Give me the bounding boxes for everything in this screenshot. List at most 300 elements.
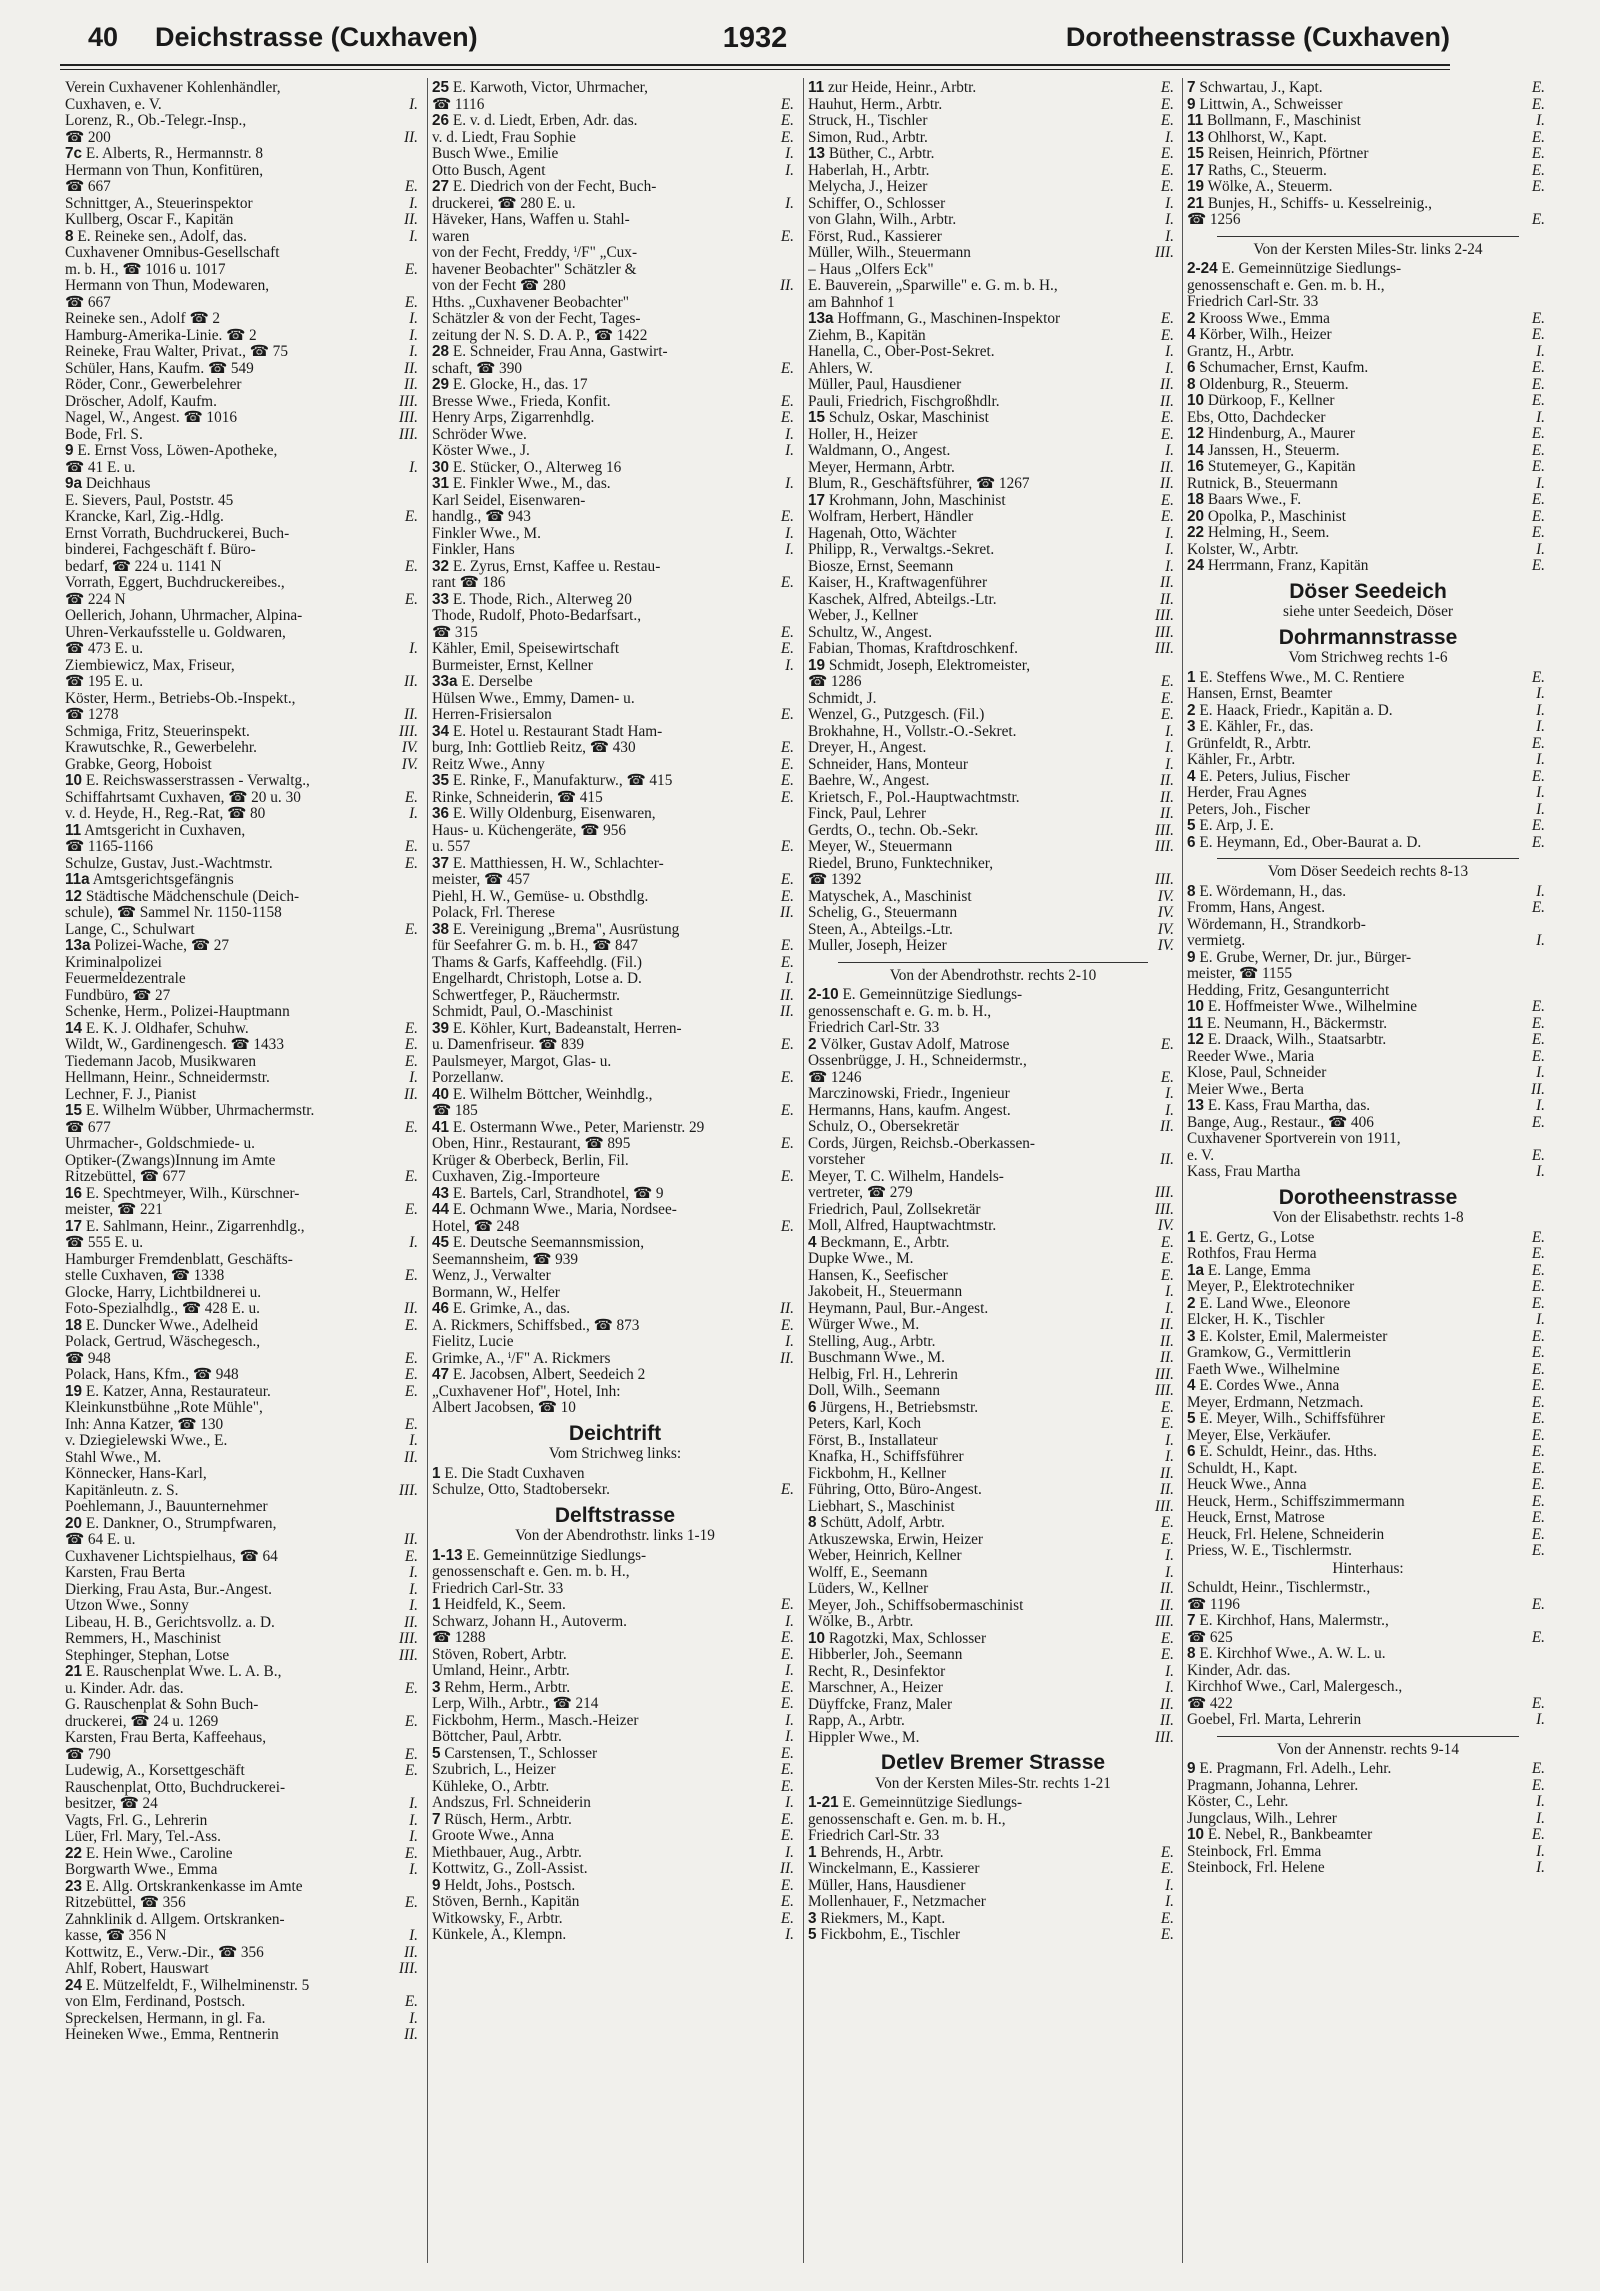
floor-marker: III.: [1154, 1728, 1174, 1746]
directory-entry: [65, 1648, 422, 1665]
directory-entry: [808, 1218, 1178, 1235]
floor-marker: E.: [780, 1827, 794, 1844]
entry-text: Müller, Wilh., Steuermann: [808, 244, 971, 261]
entry-text: Marschner, A., Heizer: [808, 1679, 943, 1696]
entry-text: E. Wilhelm Wübber, Uhrmachermstr.: [85, 1102, 315, 1119]
directory-entry: [65, 130, 422, 147]
entry-text: Winckelmann, E., Kassierer: [808, 1860, 980, 1877]
floor-marker: E.: [1160, 491, 1174, 509]
floor-marker: E.: [780, 1893, 794, 1910]
floor-marker: E.: [404, 1036, 418, 1053]
floor-marker: E.: [1531, 309, 1545, 327]
floor-marker: E.: [1160, 1415, 1174, 1432]
floor-marker: II.: [779, 1003, 794, 1020]
directory-entry: [808, 229, 1178, 246]
entry-text: Priess, W. E., Tischlermstr.: [1187, 1542, 1352, 1559]
floor-marker: E.: [404, 508, 418, 525]
entry-text: Lange, C., Schulwart: [65, 920, 195, 938]
directory-entry: [1187, 983, 1549, 1000]
section-note: Vom Strichweg links:: [548, 1445, 682, 1462]
directory-entry: [432, 1285, 798, 1302]
directory-entry: [1187, 1131, 1549, 1148]
floor-marker: I.: [1165, 128, 1174, 146]
entry-text: Finck, Paul, Lehrer: [808, 805, 927, 822]
entry-text: Heuck, Herm., Schiffszimmermann: [1187, 1492, 1405, 1510]
section-note: Von der Kersten Miles-Str. rechts 1-21: [875, 1774, 1111, 1792]
entry-text: Hamburger Fremdenblatt, Geschäfts-: [65, 1250, 293, 1268]
floor-marker: E.: [1160, 409, 1174, 426]
entry-text: E. Vereinigung „Brema", Ausrüstung: [452, 920, 680, 938]
directory-entry: [65, 1054, 422, 1071]
entry-text: Fielitz, Lucie: [432, 1333, 514, 1350]
entry-text: Schwertfeger, P., Räuchermstr.: [432, 986, 620, 1004]
entry-text: Köster Wwe., J.: [432, 442, 530, 459]
floor-marker: I.: [785, 1612, 794, 1630]
house-number: 2-10: [808, 986, 839, 1003]
floor-marker: I.: [1536, 685, 1545, 702]
floor-marker: E.: [404, 1316, 418, 1334]
floor-marker: II.: [403, 359, 418, 377]
floor-marker: II.: [403, 376, 418, 393]
floor-marker: E.: [1160, 1266, 1174, 1284]
entry-text: E. Die Stadt Cuxhaven: [444, 1464, 585, 1482]
entry-text: Wenzel, G., Putzgesch. (Fil.): [808, 706, 985, 723]
directory-entry: [1187, 97, 1549, 114]
directory-entry: [65, 1466, 422, 1483]
entry-text: Engelhardt, Christoph, Lotse a. D.: [432, 970, 642, 987]
directory-entry: [1187, 525, 1549, 542]
entry-text: E. Diedrich von der Fecht, Buch-: [452, 178, 657, 195]
entry-text: Herder, Frau Agnes: [1187, 784, 1307, 801]
directory-entry: [432, 592, 798, 609]
floor-marker: I.: [1536, 1311, 1545, 1328]
entry-text: Hülsen Wwe., Emmy, Damen- u.: [432, 689, 635, 707]
directory-entry: [432, 1564, 798, 1581]
directory-entry: [65, 922, 422, 939]
entry-text: Helbig, Frl. H., Lehrerin: [808, 1365, 958, 1383]
directory-entry: [1187, 344, 1549, 361]
entry-text: E. Kolster, Emil, Malermeister: [1199, 1327, 1388, 1345]
directory-entry: [65, 146, 422, 163]
directory-entry: [1187, 1860, 1549, 1877]
floor-marker: I.: [1165, 1893, 1174, 1910]
entry-text: Krietsch, F., Pol.-Hauptwachtmstr.: [808, 788, 1020, 806]
directory-entry: [808, 757, 1178, 774]
directory-entry: [1187, 179, 1549, 196]
directory-entry: [65, 1268, 422, 1285]
entry-text: Hibberler, Joh., Seemann: [808, 1646, 963, 1663]
floor-marker: E.: [1160, 1514, 1174, 1531]
floor-marker: I.: [1536, 1064, 1545, 1081]
entry-text: E. Bartels, Carl, Strandhotel, ☎ 9: [452, 1184, 664, 1202]
entry-text: Matyschek, A., Maschinist: [808, 887, 972, 905]
entry-text: Kottwitz, G., Zoll-Assist.: [432, 1860, 588, 1877]
entry-text: ☎ 1165-1166: [65, 838, 154, 855]
floor-marker: E.: [1160, 95, 1174, 113]
entry-text: Busch Wwe., Emilie: [432, 145, 559, 162]
directory-entry: [432, 740, 798, 757]
floor-marker: I.: [1165, 524, 1174, 542]
entry-text: Friedrich Carl-Str. 33: [432, 1579, 564, 1597]
directory-entry: [432, 988, 798, 1005]
entry-text: Gerdts, O., techn. Ob.-Sekr.: [808, 821, 979, 839]
entry-text: E. Kirchhof Wwe., A. W. L. u.: [1199, 1645, 1386, 1662]
directory-entry: [432, 1219, 798, 1236]
house-number: 2: [1187, 1294, 1196, 1312]
entry-text: Herrmann, Franz, Kapitän: [1207, 557, 1369, 574]
floor-marker: E.: [780, 1069, 794, 1086]
directory-entry: [65, 1433, 422, 1450]
floor-marker: I.: [1165, 1662, 1174, 1680]
floor-marker: III.: [1154, 871, 1174, 888]
entry-text: genossenschaft e. G. m. b. H.,: [808, 1002, 992, 1020]
floor-marker: E.: [780, 1481, 794, 1498]
floor-marker: II.: [779, 1349, 794, 1367]
directory-entry: [808, 163, 1178, 180]
directory-entry: [808, 1053, 1178, 1070]
entry-text: Glocke, Harry, Lichtbildnerei u.: [65, 1283, 262, 1301]
directory-entry: [65, 1169, 422, 1186]
directory-entry: [1187, 1115, 1549, 1132]
directory-entry: [1187, 1246, 1549, 1263]
entry-text: Fromm, Hans, Angest.: [1187, 899, 1326, 916]
entry-text: E. Sievers, Paul, Poststr. 45: [65, 491, 234, 509]
floor-marker: E.: [404, 1019, 418, 1037]
entry-text: für Seefahrer G. m. b. H., ☎ 847: [432, 937, 638, 954]
floor-marker: I.: [1165, 1448, 1174, 1465]
directory-entry: [65, 1516, 422, 1533]
directory-entry: [65, 641, 422, 658]
directory-entry: [1187, 736, 1549, 753]
directory-entry: [1187, 686, 1549, 703]
directory-entry: [1187, 835, 1549, 852]
house-number: 5: [808, 1926, 817, 1943]
directory-entry: [65, 1499, 422, 1516]
entry-text: Baars Wwe., F.: [1207, 491, 1302, 508]
entry-text: Kähler, Emil, Speisewirtschaft: [432, 640, 620, 657]
floor-marker: E.: [404, 1118, 418, 1136]
entry-text: Pragmann, Johanna, Lehrer.: [1187, 1776, 1359, 1794]
floor-marker: E.: [404, 1745, 418, 1763]
entry-text: zeitung der N. S. D. A. P., ☎ 1422: [432, 326, 648, 344]
entry-text: Fickbohm, E., Tischler: [820, 1926, 961, 1943]
house-number: 8: [1187, 1645, 1196, 1662]
entry-text: Mollenhauer, F., Netzmacher: [808, 1893, 986, 1910]
entry-text: ☎ 185: [432, 1102, 478, 1119]
floor-marker: II.: [1159, 772, 1174, 789]
entry-text: schule), ☎ Sammel Nr. 1150-1158: [65, 904, 282, 921]
directory-entry: [808, 460, 1178, 477]
house-number: 10: [1187, 998, 1205, 1015]
directory-entry: [808, 394, 1178, 411]
entry-text: ☎ 1116: [432, 95, 485, 113]
entry-text: Meyer, P., Elektrotechniker: [1187, 1278, 1355, 1295]
house-number: 36: [432, 805, 450, 822]
entry-text: E. Haack, Friedr., Kapitän a. D.: [1199, 701, 1393, 719]
entry-text: Littwin, A., Schweisser: [1199, 95, 1343, 113]
entry-text: Hermann von Thun, Modewaren,: [65, 277, 270, 294]
entry-text: Bresse Wwe., Frieda, Konfit.: [432, 392, 611, 410]
floor-marker: E.: [404, 178, 418, 195]
entry-text: Schneider, Hans, Monteur: [808, 755, 968, 773]
house-number: 6: [1187, 833, 1196, 851]
directory-entry: [65, 1400, 422, 1417]
entry-text: Behrends, H., Arbtr.: [820, 1843, 944, 1861]
directory-entry: [65, 658, 422, 675]
entry-text: Cuxhavener Sportverein von 1911,: [1187, 1130, 1401, 1147]
floor-marker: E.: [1160, 689, 1174, 707]
entry-text: Schwartau, J., Kapt.: [1199, 80, 1323, 96]
entry-text: E. Allg. Ortskrankenkasse im Amte: [85, 1877, 303, 1895]
directory-entry: [432, 1482, 798, 1499]
floor-marker: I.: [1165, 557, 1174, 575]
entry-text: E. Zyrus, Ernst, Kaffee u. Restau-: [452, 557, 661, 575]
entry-text: E. Grube, Werner, Dr. jur., Bürger-: [1199, 948, 1412, 966]
entry-text: E. Heymann, Ed., Ober-Baurat a. D.: [1199, 833, 1422, 851]
directory-entry: [1187, 492, 1549, 509]
floor-marker: I.: [1165, 1101, 1174, 1119]
floor-marker: E.: [404, 1894, 418, 1911]
floor-marker: E.: [1160, 508, 1174, 525]
entry-text: Dröscher, Adolf, Kaufm.: [65, 392, 217, 410]
directory-entry: [432, 1054, 798, 1071]
directory-entry: [65, 1037, 422, 1054]
floor-marker: I.: [785, 475, 794, 492]
directory-entry: [808, 1152, 1178, 1169]
directory-entry: [432, 1729, 798, 1746]
entry-text: Miethbauer, Aug., Arbtr.: [432, 1843, 582, 1861]
directory-entry: [1187, 1597, 1549, 1614]
directory-entry: [432, 856, 798, 873]
directory-entry: [1187, 1663, 1549, 1680]
floor-marker: I.: [409, 194, 418, 212]
entry-text: Weber, Heinrich, Kellner: [808, 1547, 962, 1564]
floor-marker: III.: [1154, 1200, 1174, 1218]
floor-marker: I.: [1165, 1283, 1174, 1300]
directory-entry: [65, 608, 422, 625]
entry-text: Albert Jacobsen, ☎ 10: [432, 1399, 576, 1416]
floor-marker: E.: [780, 1168, 794, 1185]
floor-marker: III.: [398, 425, 418, 443]
floor-marker: E.: [780, 128, 794, 146]
entry-text: Reineke sen., Adolf ☎ 2: [65, 310, 221, 327]
entry-text: Hanella, C., Ober-Post-Sekret.: [808, 343, 995, 360]
directory-entry: [432, 1202, 798, 1219]
house-number: 1: [1187, 668, 1196, 686]
entry-text: Tiedemann Jacob, Musikwaren: [65, 1052, 257, 1070]
directory-entry: [432, 1927, 798, 1944]
directory-entry: [65, 163, 422, 180]
house-number: 34: [432, 722, 450, 740]
entry-text: Polizei-Wache, ☎ 27: [94, 937, 229, 954]
entry-text: Spreckelsen, Hermann, in gl. Fa.: [65, 2009, 266, 2027]
floor-marker: E.: [780, 1036, 794, 1053]
house-number: 3: [808, 1909, 817, 1927]
directory-entry: [808, 1515, 1178, 1532]
entry-text: Szubrich, L., Heizer: [432, 1761, 556, 1778]
floor-marker: E.: [780, 937, 794, 954]
entry-text: von Glahn, Wilh., Arbtr.: [808, 211, 957, 228]
entry-text: ☎ 1278: [65, 706, 119, 723]
directory-entry: [1187, 393, 1549, 410]
entry-text: E. Rinke, F., Manufakturw., ☎ 415: [452, 772, 673, 789]
directory-entry: [808, 526, 1178, 543]
entry-text: Uhrmacher-, Goldschmiede- u.: [65, 1135, 255, 1152]
floor-marker: E.: [1531, 1694, 1545, 1712]
entry-text: ☎ 224 N: [65, 590, 126, 608]
floor-marker: I.: [1165, 722, 1174, 740]
floor-marker: E.: [404, 1844, 418, 1862]
directory-entry: [808, 1697, 1178, 1714]
directory-entry: [808, 806, 1178, 823]
directory-entry: [432, 1400, 798, 1417]
directory-entry: [808, 1136, 1178, 1153]
directory-entry: [65, 80, 422, 97]
entry-text: Witkowsky, F., Arbtr.: [432, 1909, 563, 1927]
entry-text: Hths. „Cuxhavener Beobachter": [432, 293, 629, 311]
directory-entry: [65, 1763, 422, 1780]
entry-text: E. Alberts, R., Hermannstr. 8: [85, 145, 264, 162]
directory-entry: [808, 295, 1178, 312]
entry-text: Fabian, Thomas, Kraftdroschkenf.: [808, 640, 1018, 657]
entry-text: Knafka, H., Schiffsführer: [808, 1448, 964, 1465]
directory-entry: [808, 1169, 1178, 1186]
house-number: 43: [432, 1184, 450, 1202]
floor-marker: E.: [1160, 1035, 1174, 1053]
directory-entry: [65, 1021, 422, 1038]
entry-text: Muller, Joseph, Heizer: [808, 937, 947, 954]
entry-text: A. Rickmers, Schiffsbed., ☎ 873: [432, 1316, 640, 1334]
directory-entry: [1187, 311, 1549, 328]
directory-entry: [432, 1235, 798, 1252]
entry-text: E. Stücker, O., Alterweg 16: [452, 458, 622, 476]
directory-entry: [808, 1845, 1178, 1862]
section-divider: [1217, 858, 1519, 859]
entry-text: Hippler Wwe., M.: [808, 1728, 920, 1746]
entry-text: Baehre, W., Angest.: [808, 772, 930, 789]
entry-text: meister, ☎ 221: [65, 1201, 163, 1218]
floor-marker: IV.: [401, 755, 418, 773]
entry-text: Philipp, R., Verwaltgs.-Sekret.: [808, 541, 995, 558]
right-running-title: Dorotheenstrasse (Cuxhaven): [1065, 22, 1450, 52]
directory-entry: [432, 427, 798, 444]
floor-marker: III.: [398, 409, 418, 426]
entry-text: Meyer, Joh., Schiffsobermaschinist: [808, 1596, 1024, 1614]
directory-entry: [432, 806, 798, 823]
directory-entry: [808, 1680, 1178, 1697]
directory-entry: [432, 196, 798, 213]
directory-entry: [808, 905, 1178, 922]
floor-marker: II.: [403, 673, 418, 690]
entry-text: Kirchhof Wwe., Carl, Malergesch.,: [1187, 1678, 1403, 1695]
house-number: 12: [65, 887, 83, 905]
house-number: 39: [432, 1019, 450, 1037]
floor-marker: I.: [409, 1597, 418, 1614]
section-note: Hinterhaus:: [1332, 1559, 1404, 1577]
directory-entry: [432, 1004, 798, 1021]
floor-marker: E.: [404, 854, 418, 872]
entry-text: Kleinkunstbühne „Rote Mühle",: [65, 1399, 263, 1416]
house-number: 32: [432, 557, 450, 575]
house-number: 4: [808, 1233, 817, 1251]
entry-text: ☎ 667: [65, 293, 111, 311]
entry-text: genossenschaft e. Gen. m. b. H.,: [808, 1810, 1006, 1828]
floor-marker: I.: [1165, 1876, 1174, 1894]
entry-text: rant ☎ 186: [432, 574, 506, 591]
directory-entry: [1187, 1329, 1549, 1346]
entry-text: E. Reineke sen., Adolf, das.: [77, 227, 247, 245]
house-number: 33: [432, 590, 450, 608]
directory-entry: [432, 1070, 798, 1087]
entry-text: ☎ 315: [432, 623, 478, 641]
directory-entry: [65, 1714, 422, 1731]
floor-marker: I.: [1165, 359, 1174, 377]
entry-text: Biosze, Ernst, Seemann: [808, 557, 954, 575]
entry-text: Schütt, Adolf, Arbtr.: [820, 1514, 945, 1531]
floor-marker: E.: [1531, 1344, 1545, 1361]
floor-marker: E.: [1160, 1068, 1174, 1086]
directory-entry: [808, 80, 1178, 97]
entry-text: ☎ 1286: [808, 673, 862, 690]
directory-entry: [432, 889, 798, 906]
entry-text: burg, Inh: Gottlieb Reitz, ☎ 430: [432, 739, 636, 756]
entry-text: Atkuszewska, Erwin, Heizer: [808, 1530, 984, 1548]
floor-marker: E.: [1531, 128, 1545, 146]
directory-entry: [1187, 327, 1549, 344]
directory-entry: [808, 1894, 1178, 1911]
floor-marker: E.: [404, 1052, 418, 1070]
entry-text: Rapp, A., Arbtr.: [808, 1712, 905, 1729]
floor-marker: I.: [785, 1333, 794, 1350]
directory-entry: [808, 922, 1178, 939]
floor-marker: I.: [409, 805, 418, 822]
entry-text: Meyer, T. C. Wilhelm, Handels-: [808, 1167, 1004, 1185]
floor-marker: E.: [1531, 899, 1545, 916]
entry-text: E. Wördemann, H., das.: [1199, 882, 1347, 900]
entry-text: ☎ 195 E. u.: [65, 673, 144, 690]
directory-entry: [808, 1416, 1178, 1433]
floor-marker: I.: [1165, 755, 1174, 773]
floor-marker: II.: [403, 1613, 418, 1631]
entry-text: Schelig, G., Steuermann: [808, 904, 958, 921]
page-number: 40: [88, 22, 119, 52]
directory-entry: [808, 1284, 1178, 1301]
entry-text: Bange, Aug., Restaur., ☎ 406: [1187, 1113, 1374, 1131]
directory-entry: [432, 1911, 798, 1928]
entry-text: ☎ 555 E. u.: [65, 1234, 144, 1251]
entry-text: E. Nebel, R., Bankbeamter: [1207, 1826, 1373, 1843]
directory-entry: [808, 146, 1178, 163]
floor-marker: E.: [1160, 112, 1174, 129]
floor-marker: E.: [1531, 1327, 1545, 1345]
directory-entry: [432, 1663, 798, 1680]
directory-entry: [808, 790, 1178, 807]
floor-marker: E.: [1531, 1826, 1545, 1843]
entry-text: E. Peters, Julius, Fischer: [1199, 767, 1350, 785]
directory-entry: [808, 1482, 1178, 1499]
floor-marker: I.: [1165, 1299, 1174, 1317]
floor-marker: E.: [1160, 145, 1174, 162]
directory-entry: [808, 443, 1178, 460]
section-divider: [1217, 236, 1519, 237]
directory-entry: [808, 311, 1178, 328]
entry-text: Först, Rud., Kassierer: [808, 227, 942, 245]
floor-marker: E.: [1531, 1146, 1545, 1164]
directory-entry: [65, 1895, 422, 1912]
floor-marker: I.: [785, 541, 794, 558]
house-number: 1a: [1187, 1261, 1205, 1279]
entry-text: bedarf, ☎ 224 u. 1141 N: [65, 557, 222, 575]
